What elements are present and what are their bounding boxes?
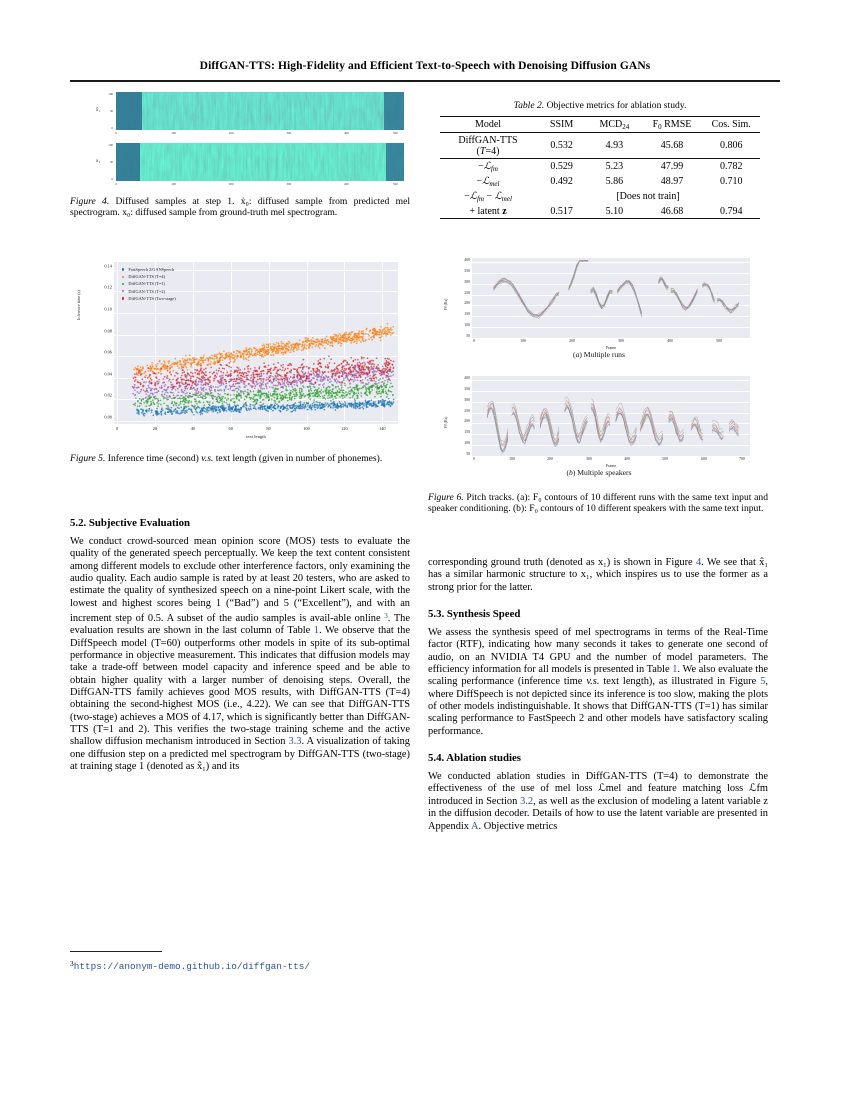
- figure6a-ylabel: F0 (Hz): [444, 298, 448, 310]
- figure6-pitch-tracks: [432, 256, 766, 488]
- legend-marker-icon: [122, 297, 124, 299]
- figure5-caption-vs: v.s.: [201, 453, 214, 464]
- figure6-panel-b: [432, 374, 766, 478]
- legend-item-2: [122, 280, 176, 287]
- table2-block: [440, 100, 760, 219]
- s52-text-1: We conduct crowd-sourced mean opinion score (MOS) tests to evaluate the quality of the generated speech perceptually. We keep the text content consistent among different models to exclude other interference factors, only examining the audio quality. Each audio sample is rated by at least 20 testers, who are asked to estimate the quality of synthesized speech on a nine-point Likert scale, with the lowest and highest scores being 1 (“Bad”) and 5 (“Excellent”), and with an increment step of 0.5. A subset of the audio samples is avail-able online: [70, 536, 410, 625]
- legend-marker-icon: [122, 276, 124, 278]
- table2-cell-mcd: 5.23: [587, 159, 641, 174]
- figure6a-plot-area: [472, 258, 750, 338]
- figure5-scatter-plot: [78, 258, 406, 446]
- s52-text-3: . We observe that the DiffSpeech model (T=60) outperforms other models in spite of its sub-optimal performance in objective measurement. This indicates that diffusion models may take a trade-off between model capacity and inference speed and be able to obtain higher quality with a larger number of denoising steps. Overall, the DiffGAN-TTS family achieves good MOS results, with DiffGAN-TTS (T=4) obtaining the second-highest MOS (i.e., 4.22). We can see that DiffGAN-TTS (two-stage) achieves a MOS of 4.17, which is significantly better than DiffGAN-TTS (T=1 and 2). This verifies the two-stage training scheme and the active shallow diffusion mechanism introduced in Section: [70, 625, 410, 748]
- figure4-caption-text: Diffused samples at step 1. ẋ₀: diffused sample from predicted mel spectrogram. x₀: diffused sample from ground-truth mel spectrogram.: [70, 196, 410, 219]
- running-header: [70, 60, 780, 72]
- table2-caption: [440, 100, 760, 111]
- spectrogram-panel-x1: [72, 143, 412, 188]
- spectrogram-xaxis-xhat1: 0 100 200 300 400 500: [115, 131, 398, 135]
- ref-section-32[interactable]: 3.2: [520, 795, 534, 807]
- table2-col-f0rmse: $F_0$ RMSE: [642, 117, 703, 133]
- figure5-caption: [70, 453, 410, 464]
- figure5-caption-label: Figure 5.: [70, 453, 106, 464]
- ref-figure-4[interactable]: 4: [695, 557, 702, 568]
- model-name-line2: (T=4): [476, 145, 500, 157]
- table2-bottom-rule: [440, 219, 760, 220]
- table2-cell-f0rmse: 45.68: [642, 132, 703, 158]
- table2-col-mcd: $MCD_{24}$: [587, 117, 641, 133]
- spectrogram-image-x1: [116, 143, 404, 181]
- section-54-paragraph: [428, 771, 768, 833]
- table-row: [440, 174, 760, 189]
- table2-cell-cos: 0.806: [702, 132, 760, 158]
- table2-cell-model: −ℒ$_{mel}$: [476, 175, 500, 188]
- ref-appendix-a[interactable]: A: [471, 820, 479, 832]
- s54-text-2: , as well as the exclusion of modeling a latent variable z in the diffusion decoder. Details of how to use the latent variable are presented in Appendix: [428, 795, 768, 832]
- table2-header-row: [440, 117, 760, 133]
- figure6-caption-label: Figure 6.: [428, 492, 464, 503]
- footnote-marker-3[interactable]: 3: [384, 612, 388, 621]
- table-row: [440, 189, 760, 204]
- figure6b-yticks: 400 350 300 250 200 150 100 50: [464, 376, 470, 456]
- table2-caption-text: Objective metrics for ablation study.: [544, 100, 687, 111]
- legend-item-3: [122, 288, 176, 295]
- table2-cell-model: + latent z: [469, 205, 507, 217]
- table2: [440, 116, 760, 219]
- s52-text-2: . The evaluation results are shown in the last column of Table: [70, 613, 410, 637]
- s53-text-4: , where DiffSpeech is not depicted since its inference is too slow, making the plots of other models indistinguishable. It shows that DiffGAN-TTS (T=1) has similar scaling performance to FastSpeech 2 and other models have satisfactory scaling performance.: [428, 676, 768, 737]
- s53-pre-2: . We see that x̂₁ has a similar harmonic structure to x₁, which inspires us to use the former as a strong prior for the latter.: [428, 557, 768, 593]
- figure6b-subcaption-tag: b: [569, 468, 573, 477]
- table2-cell-ssim: 0.492: [550, 176, 573, 188]
- table2-cell-mcd: 4.93: [587, 132, 641, 158]
- figure6a-xticks: 0 100 200 300 400 500: [473, 339, 722, 343]
- spectrogram-ylabel-xhat1: x̂₁: [96, 108, 100, 113]
- legend-label: DiffGAN-TTS (Two-stage): [128, 295, 176, 301]
- figure6-caption-text: Pitch tracks. (a): F₀ contours of 10 different runs with the same text input and speaker conditioning. (b): F₀ contours of 10 different speakers with the same text input.: [428, 492, 768, 515]
- figure4-caption: [70, 196, 410, 219]
- model-name-line1: DiffGAN-TTS: [458, 134, 518, 146]
- table2-cell-ssim: 0.532: [536, 132, 587, 158]
- s53-text-1: We assess the synthesis speed of mel spectrograms in terms of the Real-Time factor (RTF), indicating how many seconds it takes to generate one second of audio, on an NVIDIA T4 GPU and the number of model parameters. The efficiency information for all models is presented in Table: [428, 627, 768, 676]
- spectrogram-panel-xhat1: [72, 92, 412, 137]
- footnote-divider: [70, 951, 162, 952]
- table2-cell-f0rmse: 46.68: [660, 205, 684, 217]
- s52-text-4: . A visualization of taking one diffusion step on a predicted mel spectrogram by DiffGAN-TTS (two-stage) at training stage 1 (denoted as x̂₁) and its: [70, 736, 410, 773]
- section-heading-53: 5.3. Synthesis Speed: [428, 608, 521, 621]
- table-row: [440, 204, 760, 219]
- spectrogram-ylabel-x1: x₁: [96, 159, 100, 164]
- figure5-caption-mid: Inference time (second): [105, 453, 202, 464]
- figure6a-subcaption: (a) Multiple runs: [573, 350, 625, 359]
- table2-cell-ssim: 0.517: [550, 205, 573, 217]
- ref-section-33[interactable]: 3.3: [288, 736, 302, 748]
- legend-item-4: [122, 295, 176, 302]
- section-52-paragraph: [70, 536, 410, 774]
- table2-cell-mcd: 5.86: [605, 176, 624, 188]
- s53-pre-1: corresponding ground truth (denoted as x₁) is shown in Figure: [428, 557, 696, 568]
- spectrogram-yticks-x1: 100 50 0: [108, 143, 113, 181]
- s53-text-3: text length), as illustrated in Figure: [599, 676, 761, 688]
- legend-label: FastSpeech 2/GANSpeech: [128, 267, 175, 272]
- legend-marker-icon: [122, 290, 124, 292]
- figure6a-xlabel: Frame: [605, 345, 617, 350]
- table2-cell-ssim: 0.529: [536, 159, 587, 174]
- section-heading-52: 5.2. Subjective Evaluation: [70, 517, 190, 529]
- figure5-xticks: 0 20 40 60 80 100 120 140: [115, 426, 386, 431]
- table2-cell-f0rmse: 48.97: [660, 176, 684, 188]
- table2-cell-cos: 0.710: [719, 176, 743, 188]
- figure5-caption-rest: text length (given in number of phonemes).: [213, 453, 383, 464]
- table2-col-ssim: SSIM: [536, 117, 587, 133]
- footnote-block: [70, 956, 410, 974]
- table2-cell-cos: 0.782: [702, 159, 760, 174]
- figure5-legend: [122, 266, 176, 302]
- table2-cell-model: −ℒ$_{fm}$: [440, 159, 536, 174]
- section-53-paragraph: [428, 627, 768, 738]
- s53-text-2: . We also evaluate the scaling performance (inference time: [428, 664, 769, 688]
- figure6b-subcaption-text: Multiple speakers: [575, 468, 632, 477]
- figure6-caption: [428, 492, 768, 515]
- figure6-panel-a: [432, 256, 766, 360]
- s54-text-3: . Objective metrics: [478, 820, 558, 832]
- figure6b-plot-area: [472, 376, 750, 456]
- paper-title: DiffGAN-TTS: High-Fidelity and Efficient Text-to-Speech with Denoising Diffusion GANs: [199, 60, 651, 72]
- s53-vs: v.s.: [586, 676, 600, 688]
- figure4-caption-label: Figure 4.: [70, 196, 110, 207]
- legend-label: DiffGAN-TTS (T=1): [128, 281, 165, 287]
- table2-col-cossim: Cos. Sim.: [702, 117, 760, 133]
- figure6b-ylabel: F0 (Hz): [444, 416, 448, 428]
- section-heading-54: 5.4. Ablation studies: [428, 752, 521, 765]
- figure6b-xticks: 0 100 200 300 400 500 600 700: [473, 457, 745, 461]
- header-divider: [70, 80, 780, 82]
- table2-cell-model: −ℒ$_{fm}$ − ℒ$_{mel}$: [464, 190, 512, 203]
- s54-text-1: We conducted ablation studies in DiffGAN-TTS (T=4) to demonstrate the effectiveness of the use of mel loss ℒmel and feature matching loss ℒfm introduced in Section: [428, 771, 768, 807]
- figure4-spectrograms: [72, 92, 412, 190]
- section-53-intro-paragraph: [428, 557, 768, 594]
- spectrogram-image-xhat1: [116, 92, 404, 130]
- legend-marker-icon: [122, 283, 124, 285]
- legend-item-0: [122, 266, 176, 273]
- table2-cell-does-not-train: [Does not train]: [616, 190, 680, 202]
- figure6b-curves: [472, 376, 750, 456]
- table2-col-model: Model: [440, 117, 536, 133]
- ref-table-1[interactable]: 1: [313, 625, 320, 637]
- figure6a-curves: [472, 258, 750, 338]
- table2-cell-mcd: 5.10: [605, 205, 624, 217]
- table2-caption-label: Table 2.: [513, 100, 545, 111]
- legend-marker-icon: [122, 268, 124, 270]
- figure5-ylabel: Inference time (s): [76, 290, 81, 320]
- legend-item-1: [122, 273, 176, 280]
- spectrogram-xaxis-x1: 0 100 200 300 400 500: [115, 182, 398, 186]
- table-row: [440, 132, 760, 158]
- table2-cell-model: [440, 132, 536, 158]
- spectrogram-yticks-xhat1: 100 50 0: [108, 92, 113, 130]
- table2-cell-f0rmse: 47.99: [642, 159, 703, 174]
- table-row: [440, 159, 760, 174]
- legend-label: DiffGAN-TTS (T=4): [128, 274, 165, 280]
- figure5-yticks: 0.14 0.12 0.10 0.08 0.06 0.04 0.02 0.00: [104, 263, 112, 420]
- footnote-number: 3: [70, 958, 74, 968]
- footnote-url[interactable]: https://anonym-demo.github.io/diffgan-tts/: [73, 961, 311, 972]
- figure6b-xlabel: Frame: [605, 463, 617, 468]
- figure6a-subcaption-text: Multiple runs: [581, 350, 625, 359]
- legend-label: DiffGAN-TTS (T=2): [128, 288, 165, 294]
- ref-figure-5[interactable]: 5: [760, 676, 766, 688]
- figure6a-subcaption-tag: a: [575, 350, 580, 359]
- figure6b-subcaption: (b) Multiple speakers: [566, 468, 632, 477]
- figure6a-yticks: 400 350 300 250 200 150 100 50: [464, 258, 470, 338]
- table2-cell-cos: 0.794: [719, 205, 743, 217]
- figure5-xlabel: text length: [246, 434, 266, 439]
- ref-table-1-b[interactable]: 1: [672, 664, 678, 676]
